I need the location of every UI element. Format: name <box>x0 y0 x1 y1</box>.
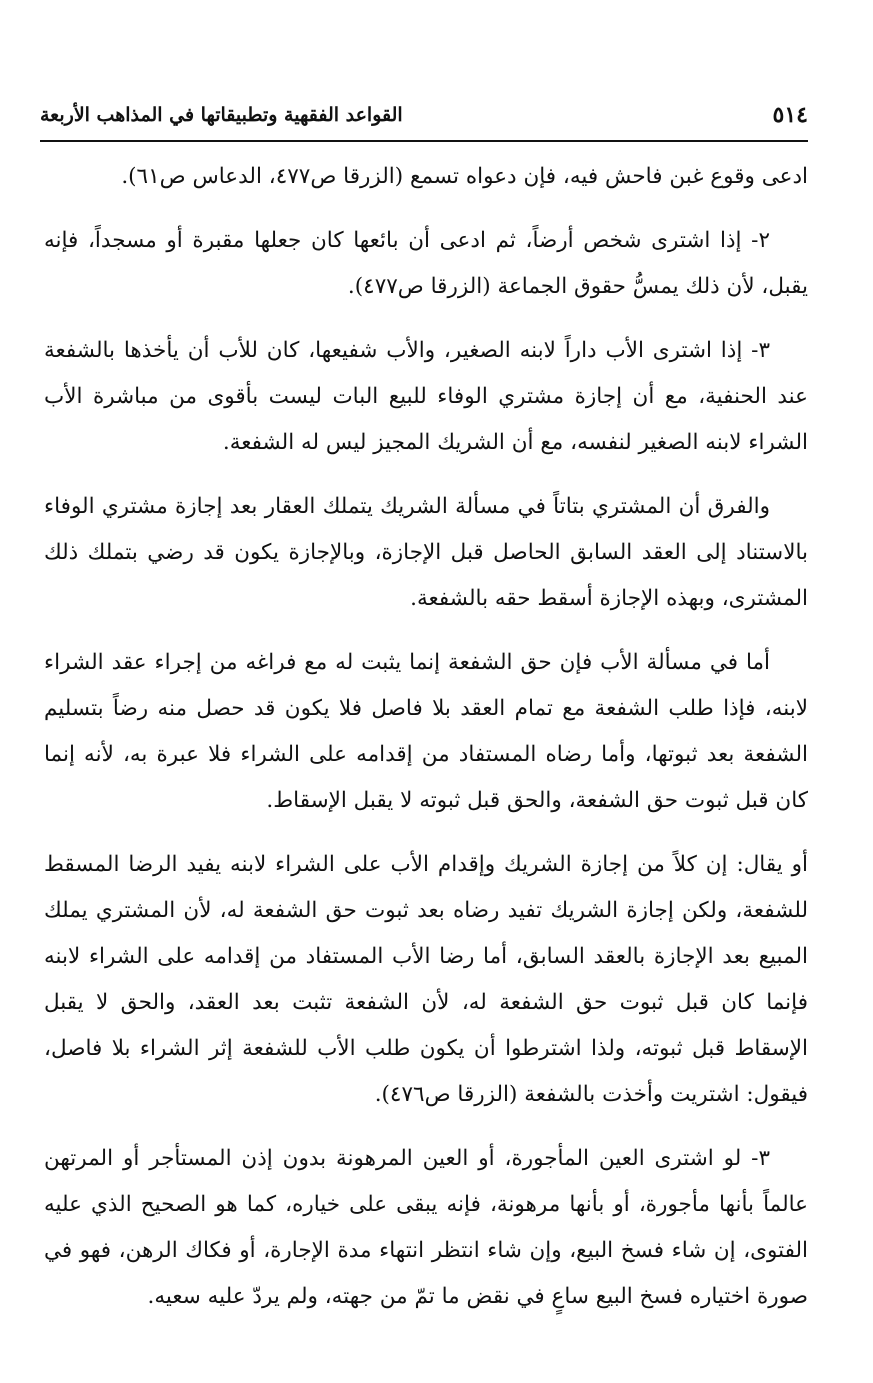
body-text <box>44 154 808 1338</box>
header-rule <box>40 140 808 142</box>
paragraph: ادعى وقوع غبن فاحش فيه، فإن دعواه تسمع (الزرقا ص٤٧٧، الدعاس ص٦١). <box>121 164 808 189</box>
paragraph: ٢- إذا اشترى شخص أرضاً، ثم ادعى أن بائعها كان جعلها مقبرة أو مسجداً، فإنه يقبل، لأن ذلك يمسُّ حقوق الجماعة (الزرقا ص٤٧٧). <box>44 228 808 299</box>
paragraph: أو يقال: إن كلاً من إجازة الشريك وإقدام الأب على الشراء لابنه يفيد الرضا المسقط للشفعة، ولكن إجازة الشريك تفيد رضاه بعد ثبوت حق الشفعة له، لأن المشتري يملك المبيع بعد الإجازة بالعقد السابق، أما رضا الأب المستفاد من إقدامه على الشراء لابنه فإنما كان قبل ثبوت حق الشفعة له، لأن الشفعة تثبت بعد العقد، والحق لا يقبل الإسقاط قبل ثبوته، ولذا اشترطوا أن يكون طلب الأب للشفعة إثر الشراء بلا فاصل، فيقول: اشتريت وأخذت بالشفعة (الزرقا ص٤٧٦). <box>44 852 808 1107</box>
paragraph: أما في مسألة الأب فإن حق الشفعة إنما يثبت له مع فراغه من إجراء عقد الشراء لابنه، فإذا طلب الشفعة مع تمام العقد بلا فاصل فلا يكون قد حصل منه رضاً بتسليم الشفعة بعد ثبوتها، وأما رضاه المستفاد من إقدامه على الشراء فلا عبرة به، لأنه إنما كان قبل ثبوت حق الشفعة، والحق قبل ثبوته لا يقبل الإسقاط. <box>44 650 808 813</box>
paragraph: والفرق أن المشتري بتاتاً في مسألة الشريك يتملك العقار بعد إجازة مشتري الوفاء بالاستناد إلى العقد السابق الحاصل قبل الإجازة، وبالإجازة يكون قد رضي بتملك ذلك المشترى، وبهذه الإجازة أسقط حقه بالشفعة. <box>44 494 808 611</box>
page-header <box>40 100 808 140</box>
paragraph: ٣- إذا اشترى الأب داراً لابنه الصغير، والأب شفيعها، كان للأب أن يأخذها بالشفعة عند الحنفية، مع أن إجازة مشتري الوفاء للبيع البات ليست بأقوى من مباشرة الأب الشراء لابنه الصغير لنفسه، مع أن الشريك المجيز ليس له الشفعة. <box>44 338 808 455</box>
paragraph: ٣- لو اشترى العين المأجورة، أو العين المرهونة بدون إذن المستأجر أو المرتهن عالماً بأنها مأجورة، أو بأنها مرهونة، فإنه يبقى على خياره، كما هو الصحيح الذي عليه الفتوى، إن شاء فسخ البيع، وإن شاء انتظر انتهاء مدة الإجارة، أو فكاك الرهن، فهو في صورة اختياره فسخ البيع ساعٍ في نقض ما تمّ من جهته، ولم يردّ عليه سعيه. <box>44 1146 808 1309</box>
running-title: القواعد الفقهية وتطبيقاتها في المذاهب الأربعة <box>40 104 403 126</box>
page-number: ٥١٤ <box>772 102 808 128</box>
